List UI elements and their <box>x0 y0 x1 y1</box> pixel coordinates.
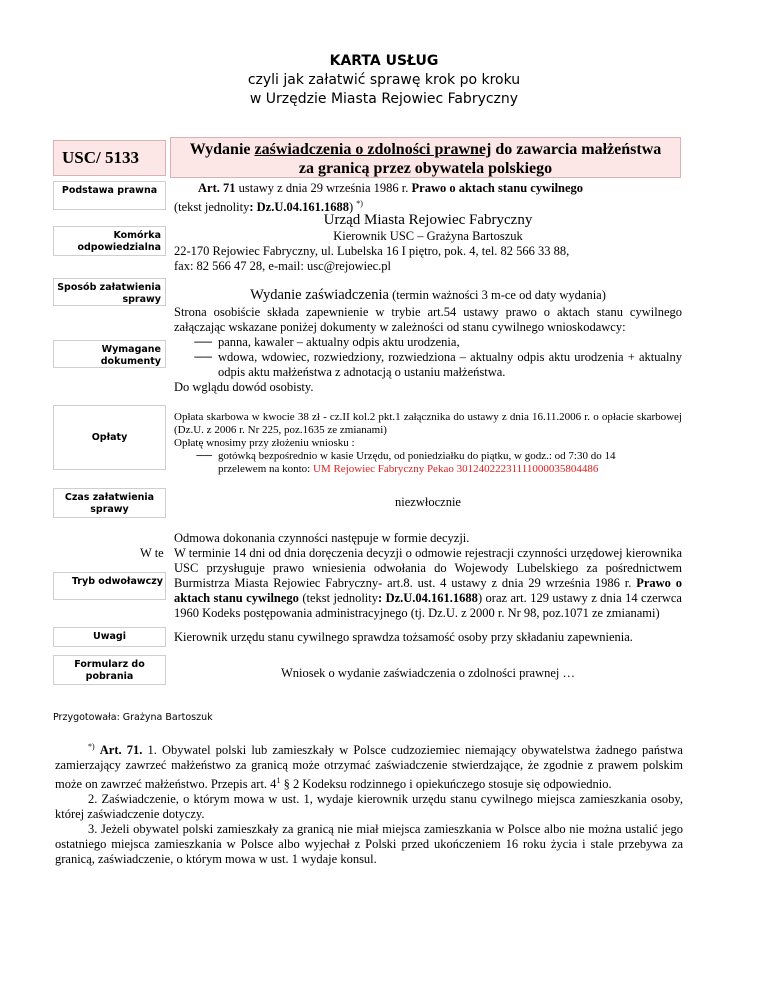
fees-content: Opłata skarbowa w kwocie 38 zł - cz.II kol.2 pkt.1 załącznika do ustawy z dnia 16.11.2006 r. o opłacie skarbowej (Dz.U. z 2006 r. Nr 225, poz.1635 ze zmianami) Opłatę wnosimy przy złożeniu wniosku : ── gotówką bezpośrednio w kasie Urzędu, od poniedziałku do piątku, w godz.: od 7:30 do 14 przelewem na konto: UM Rejowiec Fabryczny Pekao 30124022231111000035804486 <box>174 411 682 475</box>
prepared-by: Przygotowała: Grażyna Bartoszuk <box>53 712 213 723</box>
card-subtitle: czyli jak załatwić sprawę krok po kroku <box>247 72 521 88</box>
label-handling-method: Sposób załatwienia sprawy <box>53 278 166 306</box>
list-item: ── gotówką bezpośrednio w kasie Urzędu, od poniedziałku do piątku, w godz.: od 7:30 do 14 <box>196 450 616 462</box>
service-title-underlined: zaświadczenia o zdolności prawnej <box>254 141 492 158</box>
notes-value: Kierownik urzędu stanu cywilnego sprawdza tożsamość osoby przy składaniu zapewnienia. <box>174 630 633 644</box>
label-processing-time: Czas załatwienia sprawy <box>53 488 166 518</box>
label-fees: Opłaty <box>53 405 166 470</box>
processing-time-value: niezwłocznie <box>395 495 461 509</box>
footnote: *) Art. 71. 1. Obywatel polski lub zamieszkały w Polsce cudzoziemiec niemający obywatelstwa żadnego państwa zamierzający zawrzeć małżeństwo za granicą może otrzymać zaświadczenie stwierdzające, że zgodnie z prawem polskim może on zawrzeć małżeństwo. Przepis art. $4^1$ § 2 Kodeksu rodzinnego i opiekuńczego stosuje się odpowiednio. 2. Zaświadczenie, o którym mowa w ust. 1, wydaje kierownik urzędu stanu cywilnego miejsca zamieszkania osoby, której zaświadczenie dotyczy. 3. Jeżeli obywatel polski zamieszkały za granicą nie miał miejsca zamieszkania w Polsce albo nie można ustalić jego ostatniego miejsca zamieszkania w Polsce albo wyjechał z Polski przed ukończeniem 16 roku życia i stale przebywa za granicą, zaświadczenie, o którym mowa w ust. 1 wydaje konsul. <box>55 742 683 867</box>
office-contact: fax: 82 566 47 28, e-mail: usc@rejowiec.pl <box>174 259 392 273</box>
label-legal-basis: Podstawa prawna <box>53 181 166 210</box>
service-code: USC/ 5133 <box>53 140 166 176</box>
list-item: ── wdowa, wdowiec, rozwiedziony, rozwiedziona – aktualny odpis aktu urodzenia + aktualny odpis aktu małżeństwa z adnotacją o ustaniu małżeństwa. <box>194 350 682 379</box>
page-header <box>0 52 768 109</box>
card-title: KARTA USŁUG <box>329 53 439 69</box>
appeal-prefix: W te <box>140 546 164 560</box>
label-responsible-unit: Komórka odpowiedzialna <box>53 226 166 256</box>
appeal-content: Odmowa dokonania czynności następuje w formie decyzji. W terminie 14 dni od dnia doręczenia decyzji o odmowie rejestracji czynności urzędowej kierownika USC przysługuje prawo wniesienia odwołania do Wojewody Lubelskiego za pośrednictwem Burmistrza Miasta Rejowiec Fabryczny- art.8. ust. 4 ustawy z dnia 29 września 1986 r. Prawo o aktach stanu cywilnego (tekst jednolity: Dz.U.04.161.1688) oraz art. 129 ustawy z dnia 14 czerwca 1960 Kodeks postępowania administracyjnego (tj. Dz.U. z 2000 r. Nr 98, poz.1071 ze zmianami) <box>174 531 682 620</box>
label-notes: Uwagi <box>53 627 166 647</box>
office-address: 22-170 Rejowiec Fabryczny, ul. Lubelska 16 I piętro, pok. 4, tel. 82 566 33 88, <box>174 244 570 258</box>
service-title: Wydanie zaświadczenia o zdolności prawnej do zawarcia małżeństwa za granicą przez obywatela polskiego <box>170 137 681 178</box>
list-item: ── panna, kawaler – aktualny odpis aktu urodzenia, <box>194 335 460 349</box>
office-name: Urząd Miasta Rejowiec Fabryczny <box>323 212 533 228</box>
card-office: w Urzędzie Miasta Rejowiec Fabryczny <box>249 91 519 107</box>
legal-basis-content: Art. 71 ustawy z dnia 29 września 1986 r. Prawo o aktach stanu cywilnego (tekst jednolity: Dz.U.04.161.1688) *) <box>174 181 584 215</box>
bank-account: UM Rejowiec Fabryczny Pekao 30124022231111000035804486 <box>313 463 599 475</box>
required-docs-content: Strona osobiście składa zapewnienie w trybie art.54 ustawy prawo o aktach stanu cywilnego załączając wskazane poniżej dokumenty w zależności od stanu cywilnego wnioskodawcy: ── panna, kawaler – aktualny odpis aktu urodzenia, ── wdowa, wdowiec, rozwiedziony, rozwiedziona – aktualny odpis aktu urodzenia + aktualny odpis aktu małżeństwa z adnotacją o ustaniu małżeństwa. Do wglądu dowód osobisty. <box>174 305 682 394</box>
office-head: Kierownik USC – Grażyna Bartoszuk <box>333 229 523 243</box>
list-item: przelewem na konto: UM Rejowiec Fabryczny Pekao 30124022231111000035804486 <box>218 463 599 475</box>
responsible-unit-content <box>174 211 682 273</box>
form-link[interactable]: Wniosek o wydanie zaświadczenia o zdolności prawnej … <box>281 666 575 680</box>
handling-method-content: Wydanie zaświadczenia (termin ważności 3 m-ce od daty wydania) <box>250 287 606 303</box>
label-appeal-mode: Tryb odwoławczy <box>53 572 166 600</box>
label-required-docs: Wymagane dokumenty <box>53 340 166 368</box>
label-form: Formularz do pobrania <box>53 655 166 685</box>
